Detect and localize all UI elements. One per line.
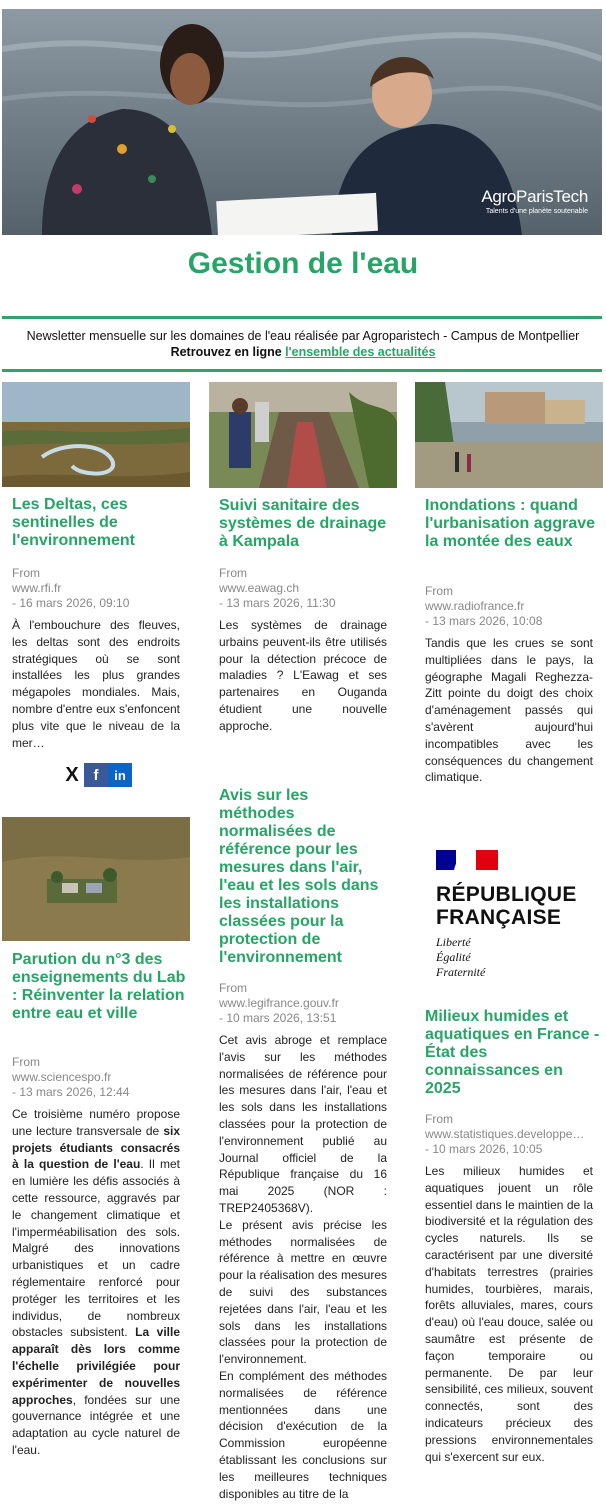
- article-source: www.radiofrance.fr: [425, 599, 525, 613]
- intro-online-prefix: Retrouvez en ligne: [170, 345, 286, 359]
- marianne-flag-icon: [436, 848, 498, 872]
- article-title-sciencespo[interactable]: Parution du n°3 des enseignements du Lab : Réinventer la relation entre eau et ville: [12, 951, 186, 1022]
- article-desc-legifrance: [219, 1032, 387, 1502]
- brand-name: AgroParisTech: [481, 187, 588, 206]
- from-label: From: [219, 981, 247, 995]
- article-meta-inondations: [425, 584, 601, 629]
- divider-bottom: [2, 369, 602, 372]
- desc-part: . Il met en lumière les défis associés à cette ressource, aggravés par le changement climatique et l'imperméabilisation des sols. Malgré des innovations urbanistiques et un cadre réglementaire renforcé pour protéger les territoires et les individus, de nombreux obstacles subsistent.: [12, 1157, 180, 1340]
- intro-line: Newsletter mensuelle sur les domaines de l'eau réalisée par Agroparistech - Campus de Montpellier: [26, 329, 580, 343]
- article-desc-sciencespo: [12, 1106, 180, 1459]
- article-title-legifrance[interactable]: Avis sur les méthodes normalisées de référence pour les mesures dans l'air, l'eau et les sols dans les installations classées pour la protection de l'environnement: [219, 787, 379, 966]
- article-title-deltas[interactable]: Les Deltas, ces sentinelles de l'environnement: [12, 496, 135, 549]
- from-label: From: [12, 1055, 40, 1069]
- linkedin-share-icon[interactable]: in: [108, 763, 132, 787]
- article-source: www.statistiques.developpe…: [425, 1127, 585, 1141]
- article-source: www.eawag.ch: [219, 581, 300, 595]
- article-date: - 13 mars 2026, 11:30: [219, 596, 336, 610]
- article-title-milieux-humides[interactable]: Milieux humides et aquatiques en France - État des connaissances en 2025: [425, 1008, 600, 1097]
- article-date: - 13 mars 2026, 10:08: [425, 614, 543, 628]
- article-image-inondations[interactable]: [415, 382, 603, 488]
- rf-motto-fraternite: Fraternité: [436, 965, 486, 979]
- republique-francaise-logo[interactable]: [436, 848, 586, 980]
- rf-line1: RÉPUBLIQUE: [436, 883, 577, 906]
- flood-photo: [415, 382, 603, 488]
- from-label: From: [219, 566, 247, 580]
- article-date: - 10 mars 2026, 10:05: [425, 1142, 543, 1156]
- rf-motto-liberte: Liberté: [436, 935, 471, 949]
- article-desc-milieux-humides: Les milieux humides et aquatiques jouent un rôle essentiel dans le maintien de la biodiversité et la régulation des cycles naturels. Ils se caractérisent par une diversité d'habitats terrestres (prairies humides, tourbières, marais, forêts alluviales, mares, cours d'eau) où l'eau douce, salée ou saumâtre est présente de façon temporaire ou permanente. De par leur sensibilité, ces milieux, souvent connectés, sont des indicateurs précieux des pressions environnementales qui s'exercent sur eux.: [425, 1164, 593, 1464]
- page-title: Gestion de l'eau: [187, 247, 419, 280]
- kampala-photo: [209, 382, 397, 488]
- hero-image: [2, 9, 602, 235]
- desc-paragraph: Le présent avis précise les méthodes normalisées de référence à mettre en œuvre pour la réalisation des mesures de suivi des substances rejetées dans l'air, l'eau et les sols dans les installations classées pour la protection de l'environnement.: [219, 1217, 387, 1367]
- delta-photo: [2, 382, 190, 487]
- article-image-kampala[interactable]: [209, 382, 397, 488]
- desc-part: , fondées sur une gouvernance intégrée et une adaptation au cycle naturel de l'eau.: [12, 1392, 180, 1457]
- rf-line2: FRANÇAISE: [436, 906, 562, 929]
- desc-part: Ce troisième numéro propose une lecture transversale de: [12, 1107, 180, 1138]
- flooded-village-photo: [2, 817, 190, 941]
- article-meta-sciencespo: [12, 1055, 188, 1100]
- from-label: From: [12, 566, 40, 580]
- article-meta-kampala: [219, 566, 395, 611]
- article-desc-inondations: Tandis que les crues se sont multipliées dans le pays, la géographe Magali Reghezza-Zitt pointe du doigt des choix d'aménagement passés qui s'avèrent aujourd'hui incompatibles avec les conséquences du changement climatique.: [425, 636, 593, 785]
- article-image-deltas[interactable]: [2, 382, 190, 487]
- social-share: [60, 763, 132, 787]
- article-source: www.legifrance.gouv.fr: [219, 996, 339, 1010]
- article-meta-milieux-humides: [425, 1112, 601, 1157]
- agroparistech-logo: [481, 187, 588, 215]
- article-title-inondations[interactable]: Inondations : quand l'urbanisation aggrave la montée des eaux: [425, 497, 596, 550]
- facebook-share-icon[interactable]: f: [84, 763, 108, 787]
- newsletter-intro: [0, 328, 606, 360]
- all-news-link[interactable]: l'ensemble des actualités: [285, 345, 436, 359]
- article-title-kampala[interactable]: Suivi sanitaire des systèmes de drainage à Kampala: [219, 497, 387, 550]
- x-share-icon[interactable]: X: [65, 763, 79, 786]
- from-label: From: [425, 1112, 453, 1126]
- rf-motto-egalite: Égalité: [436, 950, 471, 964]
- article-source: www.sciencespo.fr: [12, 1070, 112, 1084]
- desc-bold: La ville apparaît dès lors comme l'échelle privilégiée pour expérimenter de nouvelles approches: [12, 1325, 181, 1407]
- article-desc-kampala: Les systèmes de drainage urbains peuvent-ils être utilisés pour la détection précoce de maladies ? L'Eawag et ses partenaires en Ouganda étudient une nouvelle approche.: [219, 618, 387, 733]
- from-label: From: [425, 584, 453, 598]
- article-image-sciencespo[interactable]: [2, 817, 190, 941]
- desc-paragraph: En complément des méthodes normalisées de référence mentionnées dans une décision d'exécution de la Commission européenne établissant les conclusions sur les meilleures techniques disponibles au titre de la: [219, 1368, 387, 1501]
- article-date: - 16 mars 2026, 09:10: [12, 596, 130, 610]
- article-date: - 13 mars 2026, 12:44: [12, 1085, 130, 1099]
- desc-paragraph: Cet avis abroge et remplace l'avis sur les méthodes normalisées de référence pour les mesures dans l'air, l'eau et les sols dans les installations classées pour la protection de l'environnement publié au Journal officiel de la République française du 16 mai 2025 (NOR : TREP2405368V).: [219, 1033, 387, 1215]
- article-meta-legifrance: [219, 981, 395, 1026]
- article-source: www.rfi.fr: [12, 581, 62, 595]
- article-date: - 10 mars 2026, 13:51: [219, 1011, 337, 1025]
- intro-online: [0, 344, 606, 360]
- article-desc-deltas: À l'embouchure des fleuves, les deltas sont des endroits stratégiques où se sont installées les plus grandes mégapoles mondiales. Mais, nombre d'entre eux s'enfoncent plus vite que le niveau de la mer…: [12, 618, 180, 750]
- brand-tagline: Talents d'une planète soutenable: [485, 208, 588, 215]
- desc-bold: six projets étudiants consacrés à la question de l'eau: [12, 1123, 180, 1172]
- article-meta-deltas: [12, 566, 188, 611]
- divider-top: [2, 316, 602, 319]
